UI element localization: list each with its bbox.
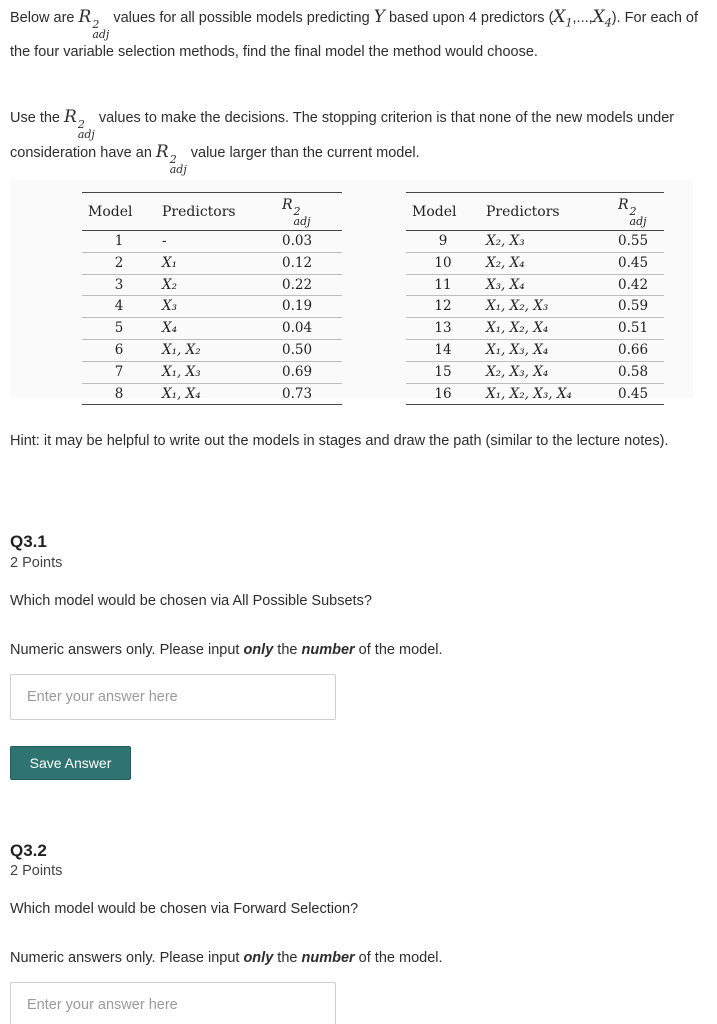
cell-predictors: X₄ xyxy=(156,318,276,340)
table-row xyxy=(82,383,664,405)
intro-text: Below are xyxy=(10,10,79,26)
cell-gap xyxy=(342,231,406,253)
instructions-text: Use the xyxy=(10,110,64,126)
cell-r2adj: 0.58 xyxy=(612,361,664,383)
header-model: Model xyxy=(406,193,480,231)
header-r2adj: R 2 adj xyxy=(276,193,342,231)
question-points: 2 Points xyxy=(10,863,63,879)
cell-r2adj: 0.04 xyxy=(276,318,342,340)
answer-input[interactable] xyxy=(10,674,336,720)
cell-predictors: X₁, X₃, X₄ xyxy=(480,339,612,361)
table-row xyxy=(82,274,664,296)
cell-predictors: X₃, X₄ xyxy=(480,274,612,296)
table-row xyxy=(82,318,664,340)
cell-r2adj: 0.69 xyxy=(276,361,342,383)
question-title: Q3.2 xyxy=(10,841,47,860)
instructions-text: value larger than the current model. xyxy=(186,145,420,161)
header-gap xyxy=(342,193,406,231)
cell-r2adj: 0.59 xyxy=(612,296,664,318)
cell-model: 13 xyxy=(406,318,480,340)
header-r2adj: R 2 adj xyxy=(612,193,664,231)
hint-text: Hint: it may be helpful to write out the models in stages and draw the path (similar to the lecture notes). xyxy=(10,433,669,449)
cell-r2adj: 0.42 xyxy=(612,274,664,296)
answer-instructions: Numeric answers only. Please input only the number of the model. xyxy=(10,950,443,966)
cell-r2adj: 0.66 xyxy=(612,339,664,361)
r2-table xyxy=(82,192,664,405)
cell-model: 1 xyxy=(82,231,156,253)
cell-r2adj: 0.73 xyxy=(276,383,342,405)
cell-predictors: X₂ xyxy=(156,274,276,296)
cell-predictors: X₁, X₄ xyxy=(156,383,276,405)
answer-instructions: Numeric answers only. Please input only the number of the model. xyxy=(10,642,443,658)
cell-predictors: X₁ xyxy=(156,252,276,274)
cell-model: 5 xyxy=(82,318,156,340)
cell-predictors: - xyxy=(156,231,276,253)
cell-predictors: X₃ xyxy=(156,296,276,318)
r2-adj-symbol: R 2 adj xyxy=(64,107,95,141)
cell-r2adj: 0.45 xyxy=(612,252,664,274)
save-answer-button[interactable]: Save Answer xyxy=(10,746,131,780)
cell-model: 7 xyxy=(82,361,156,383)
cell-model: 4 xyxy=(82,296,156,318)
cell-model: 11 xyxy=(406,274,480,296)
cell-model: 3 xyxy=(82,274,156,296)
cell-model: 14 xyxy=(406,339,480,361)
cell-predictors: X₁, X₂ xyxy=(156,339,276,361)
cell-model: 6 xyxy=(82,339,156,361)
cell-model: 2 xyxy=(82,252,156,274)
instructions-text: values to make the decisions. The stopping criterion is that none of the new models under consideration have an xyxy=(10,110,675,161)
table-header-row xyxy=(82,193,664,231)
r2-table-image xyxy=(10,180,693,402)
cell-r2adj: 0.22 xyxy=(276,274,342,296)
x-range-symbol: $X_1,...,X_4$ xyxy=(553,7,612,30)
intro-text: based upon 4 predictors ( xyxy=(384,10,554,26)
cell-gap xyxy=(342,252,406,274)
cell-predictors: X₂, X₃ xyxy=(480,231,612,253)
header-predictors: Predictors xyxy=(156,193,276,231)
cell-model: 10 xyxy=(406,252,480,274)
cell-r2adj: 0.50 xyxy=(276,339,342,361)
cell-r2adj: 0.03 xyxy=(276,231,342,253)
cell-r2adj: 0.55 xyxy=(612,231,664,253)
question-text: Which model would be chosen via Forward Selection? xyxy=(10,901,359,917)
cell-predictors: X₁, X₃ xyxy=(156,361,276,383)
r2-adj-symbol: R 2 adj xyxy=(78,7,110,41)
table-row xyxy=(82,361,664,383)
instructions-paragraph xyxy=(10,105,705,175)
cell-model: 8 xyxy=(82,383,156,405)
y-symbol: Y xyxy=(373,7,385,27)
cell-predictors: X₂, X₄ xyxy=(480,252,612,274)
question-title: Q3.1 xyxy=(10,532,47,551)
cell-predictors: X₁, X₂, X₃, X₄ xyxy=(480,383,612,405)
cell-predictors: X₂, X₃, X₄ xyxy=(480,361,612,383)
intro-text: ). For each of the four variable selection methods, find the final model the method would choose. xyxy=(10,10,699,60)
header-predictors: Predictors xyxy=(480,193,612,231)
cell-r2adj: 0.12 xyxy=(276,252,342,274)
cell-model: 16 xyxy=(406,383,480,405)
table-row xyxy=(82,252,664,274)
cell-model: 12 xyxy=(406,296,480,318)
cell-gap xyxy=(342,274,406,296)
cell-gap xyxy=(342,296,406,318)
intro-paragraph xyxy=(10,5,705,65)
r2-adj-symbol: R 2 adj xyxy=(155,142,187,176)
question-points: 2 Points xyxy=(10,555,63,571)
header-model: Model xyxy=(82,193,156,231)
cell-model: 15 xyxy=(406,361,480,383)
cell-predictors: X₁, X₂, X₃ xyxy=(480,296,612,318)
cell-model: 9 xyxy=(406,231,480,253)
table-row xyxy=(82,231,664,253)
intro-text: values for all possible models predicting xyxy=(109,10,374,26)
cell-r2adj: 0.51 xyxy=(612,318,664,340)
cell-r2adj: 0.19 xyxy=(276,296,342,318)
cell-gap xyxy=(342,318,406,340)
table-row xyxy=(82,296,664,318)
cell-gap xyxy=(342,339,406,361)
question-text: Which model would be chosen via All Possible Subsets? xyxy=(10,593,372,609)
cell-gap xyxy=(342,361,406,383)
cell-r2adj: 0.45 xyxy=(612,383,664,405)
table-row xyxy=(82,339,664,361)
cell-predictors: X₁, X₂, X₄ xyxy=(480,318,612,340)
cell-gap xyxy=(342,383,406,405)
answer-input[interactable] xyxy=(10,982,336,1024)
